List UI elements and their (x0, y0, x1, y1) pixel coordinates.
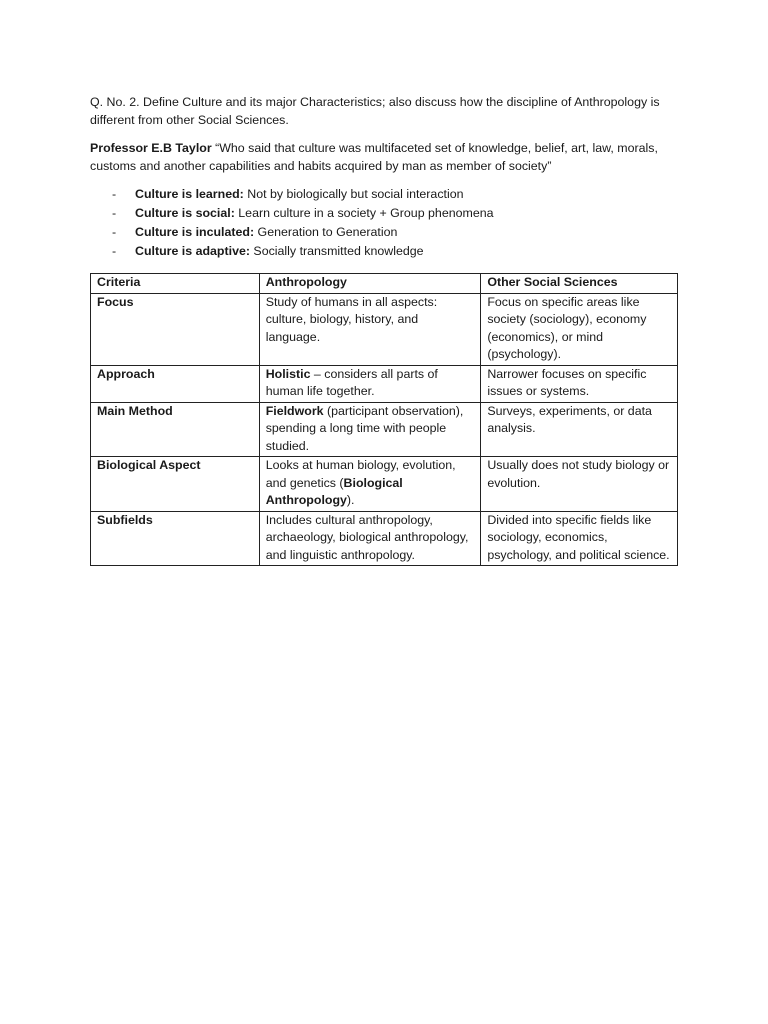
characteristic-term: Culture is social: (135, 206, 235, 220)
characteristic-term: Culture is learned: (135, 187, 244, 201)
table-row (91, 365, 678, 402)
header-anthropology: Anthropology (259, 274, 481, 294)
other-sciences-cell: Surveys, experiments, or data analysis. (481, 402, 678, 457)
characteristic-term: Culture is inculated: (135, 225, 255, 239)
characteristic-desc: Generation to Generation (254, 225, 398, 239)
anthropology-bold-term: Holistic (265, 366, 311, 381)
criteria-cell: Main Method (91, 402, 260, 457)
anthropology-cell (259, 293, 481, 365)
bullet-dash: - (112, 187, 117, 201)
bullet-dash: - (112, 225, 117, 239)
anthropology-bold-term-2: Biological Anthropology (265, 475, 403, 507)
criteria-cell: Focus (91, 293, 260, 365)
anthropology-cell (259, 365, 481, 402)
criteria-cell: Biological Aspect (91, 457, 260, 512)
anthropology-text-after: ). (346, 493, 355, 507)
anthropology-bold-term: Fieldwork (265, 403, 324, 418)
anthropology-text: Looks at human biology, evolution, and genetics ( (265, 458, 456, 490)
criteria-cell: Approach (91, 365, 260, 402)
criteria-cell: Subfields (91, 511, 260, 566)
other-sciences-cell: Usually does not study biology or evolution. (481, 457, 678, 512)
document-body (90, 93, 680, 566)
definition-quote: “Who said that culture was multifaceted set of knowledge, belief, art, law, morals, customs and another capabilities and habits acquired by man as member of society” (90, 141, 658, 173)
table-header-row (91, 274, 678, 294)
table-row (91, 402, 678, 457)
other-sciences-cell: Narrower focuses on specific issues or systems. (481, 365, 678, 402)
table-row (91, 511, 678, 566)
taylor-definition (90, 139, 680, 175)
characteristic-desc: Not by biologically but social interaction (243, 187, 464, 201)
anthropology-text: (participant observation), spending a long time with people studied. (265, 403, 464, 453)
anthropology-cell (259, 511, 481, 566)
table-row (91, 457, 678, 512)
definition-author: Professor E.B Taylor (90, 141, 212, 155)
characteristics-list (90, 185, 680, 261)
other-sciences-cell: Focus on specific areas like society (sociology), economy (economics), or mind (psychology). (481, 293, 678, 365)
anthropology-text: – considers all parts of human life together. (265, 366, 438, 398)
header-criteria: Criteria (91, 274, 260, 294)
list-item (90, 223, 680, 242)
anthropology-cell (259, 457, 481, 512)
table-row (91, 293, 678, 365)
other-sciences-cell: Divided into specific fields like sociology, economics, psychology, and political science. (481, 511, 678, 566)
header-other-social-sciences: Other Social Sciences (481, 274, 678, 294)
bullet-dash: - (112, 206, 117, 220)
anthropology-text: Study of humans in all aspects: culture, biology, history, and language. (265, 294, 438, 344)
question-heading: Q. No. 2. Define Culture and its major Characteristics; also discuss how the discipline of Anthropology is different from other Social Sciences. (90, 95, 660, 127)
list-item (90, 242, 680, 261)
comparison-table (90, 273, 678, 566)
list-item (90, 204, 680, 223)
anthropology-text: Includes cultural anthropology, archaeology, biological anthropology, and linguistic anthropology. (265, 512, 469, 562)
list-item (90, 185, 680, 204)
anthropology-cell (259, 402, 481, 457)
characteristic-desc: Socially transmitted knowledge (249, 244, 424, 258)
characteristic-desc: Learn culture in a society + Group phenomena (234, 206, 494, 220)
bullet-dash: - (112, 244, 117, 258)
characteristic-term: Culture is adaptive: (135, 244, 250, 258)
